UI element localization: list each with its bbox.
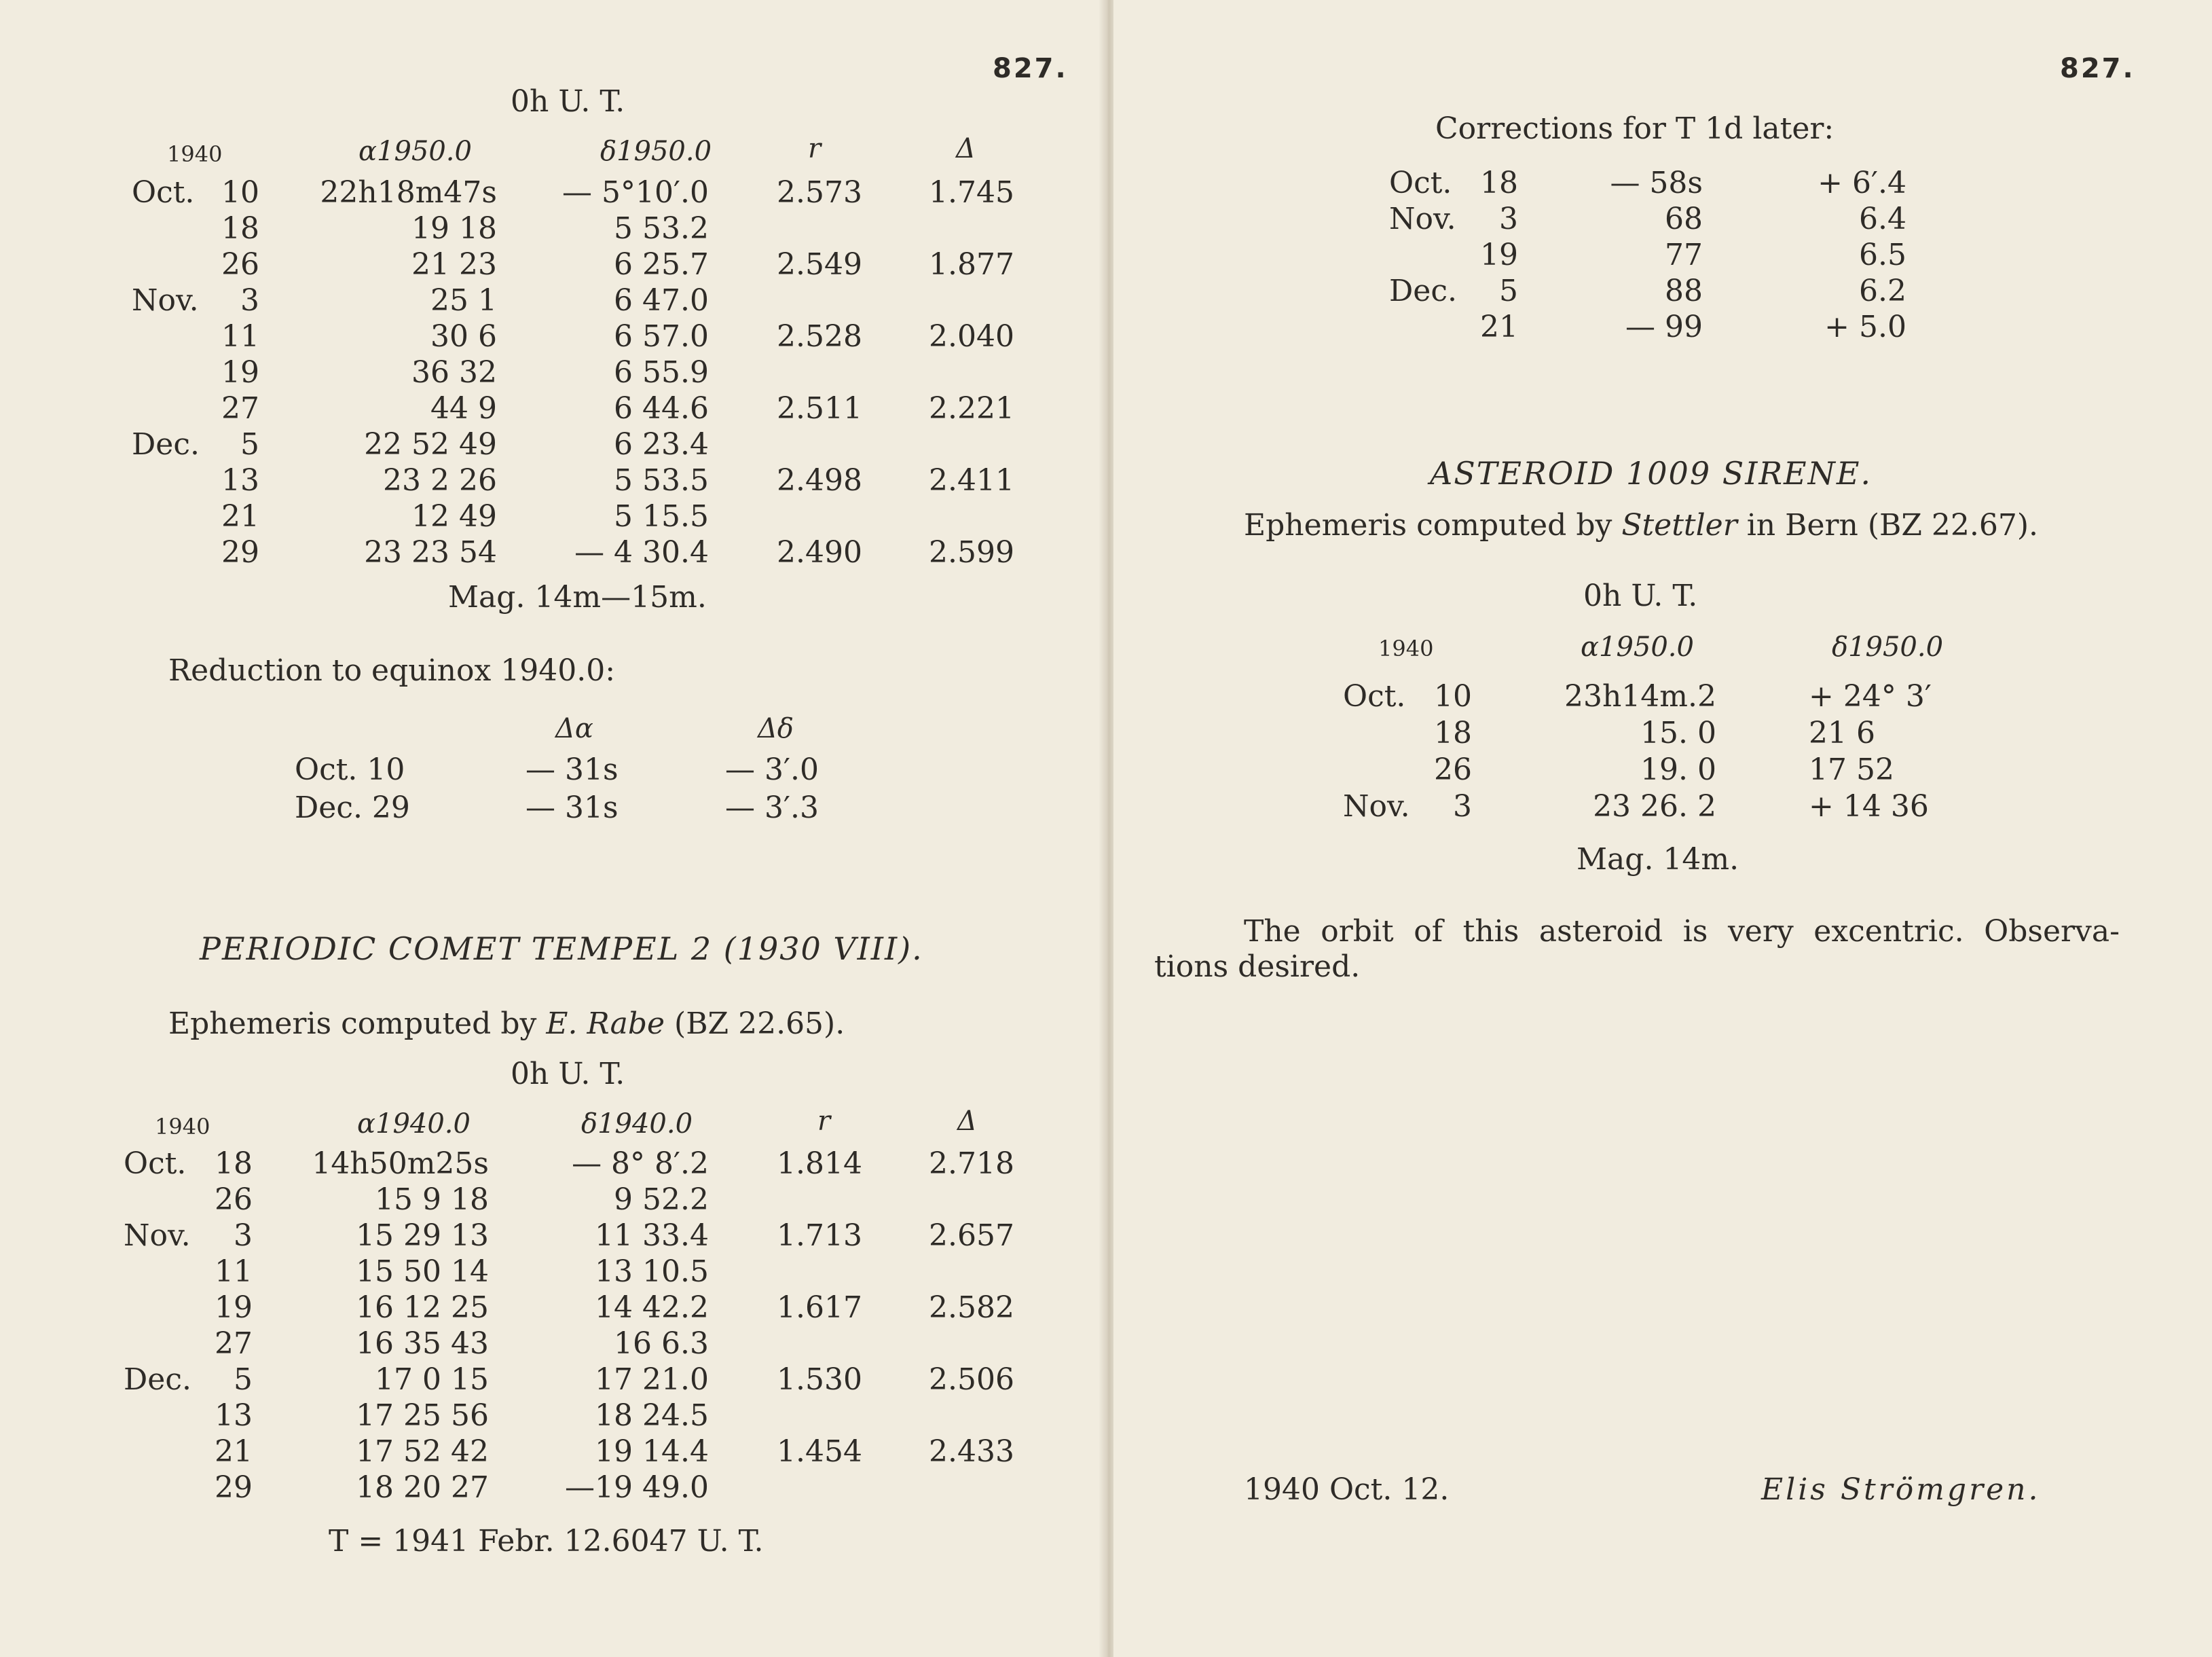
cell-r: 2.490	[777, 535, 862, 570]
cell-dec: + 24° 3′	[1809, 679, 1932, 714]
cell-date: Dec. 29	[295, 790, 410, 825]
cell-month: Oct.	[124, 1146, 187, 1181]
cell-delta: 2.221	[929, 391, 1014, 426]
cell-ra: 15 50 14	[356, 1254, 489, 1289]
col-header-ra: α1950.0	[358, 136, 472, 167]
cell-day: 13	[215, 1398, 253, 1433]
cell-dd: 6.2	[1859, 274, 1906, 308]
cell-dec: 16 6.3	[614, 1326, 709, 1361]
cell-day: 18	[1480, 166, 1518, 200]
cell-delta: 2.433	[929, 1434, 1014, 1469]
comet-credit	[168, 1006, 845, 1041]
col-header-dec: δ1950.0	[600, 136, 712, 167]
signature-date: 1940 Oct. 12.	[1244, 1472, 1450, 1507]
cell-da: 88	[1665, 274, 1703, 308]
cell-dec: 6 25.7	[614, 247, 709, 282]
cell-date: Oct. 10	[295, 752, 405, 787]
cell-ra: 25 1	[430, 283, 497, 318]
cell-day: 18	[215, 1146, 253, 1181]
cell-day: 29	[215, 1470, 253, 1505]
cell-dec: 18 24.5	[595, 1398, 709, 1433]
right-page	[1113, 0, 2212, 1657]
cell-dec: 9 52.2	[614, 1182, 709, 1217]
cell-delta: 2.582	[929, 1290, 1014, 1325]
cell-day: 21	[1480, 310, 1518, 344]
corrections-heading: Corrections for T 1d later:	[1435, 111, 1835, 146]
cell-dec: 6 55.9	[614, 355, 709, 390]
cell-delta: 2.040	[929, 319, 1014, 354]
cell-ra: 21 23	[411, 247, 497, 282]
cell-dec: 6 47.0	[614, 283, 709, 318]
cell-month: Oct.	[132, 175, 195, 210]
col-header-delta: Δ	[957, 1106, 977, 1137]
reduction-heading: Reduction to equinox 1940.0:	[168, 653, 616, 688]
cell-dec: 5 53.2	[614, 211, 709, 246]
col-header-dec: δ1940.0	[581, 1108, 693, 1140]
cell-r: 2.511	[777, 391, 862, 426]
cell-dd: 6.5	[1859, 238, 1906, 272]
col-header-delta-alpha: Δα	[555, 713, 593, 744]
cell-month: Oct.	[1343, 679, 1406, 714]
cell-da: 77	[1665, 238, 1703, 272]
col-header-delta: Δ	[956, 133, 976, 164]
credit-name: E. Rabe	[546, 1006, 665, 1041]
cell-r: 1.530	[777, 1362, 862, 1397]
cell-da: — 99	[1625, 310, 1703, 344]
cell-day: 10	[1434, 679, 1472, 714]
cell-day: 26	[1434, 752, 1472, 787]
cell-delta: 2.599	[929, 535, 1014, 570]
cell-ra: 23h14m.2	[1564, 679, 1716, 714]
cell-dec: 14 42.2	[595, 1290, 709, 1325]
cell-month: Nov.	[1389, 202, 1456, 236]
col-header-year: 1940	[1378, 636, 1434, 661]
cell-day: 27	[221, 391, 259, 426]
time-header: 0h U. T.	[1583, 579, 1698, 613]
signature-name: Elis Strömgren.	[1761, 1472, 2041, 1507]
time-header: 0h U. T.	[511, 1057, 625, 1091]
cell-dec: 13 10.5	[595, 1254, 709, 1289]
cell-dec: 6 57.0	[614, 319, 709, 354]
cell-r: 2.549	[777, 247, 862, 282]
cell-day: 26	[215, 1182, 253, 1217]
cell-dec: 17 21.0	[595, 1362, 709, 1397]
col-header-delta-delta: Δδ	[758, 713, 794, 744]
col-header-year: 1940	[167, 141, 223, 167]
cell-day: 13	[221, 463, 259, 498]
credit-suffix: (BZ 22.65).	[674, 1006, 845, 1041]
cell-dec: 6 23.4	[614, 427, 709, 462]
cell-month: Dec.	[124, 1362, 191, 1397]
page-number: 827.	[993, 53, 1068, 84]
cell-delta: 2.506	[929, 1362, 1014, 1397]
cell-da: — 31s	[526, 752, 619, 787]
cell-delta: 1.877	[929, 247, 1014, 282]
cell-ra: 15. 0	[1640, 716, 1716, 750]
cell-month: Nov.	[124, 1218, 191, 1253]
col-header-r: r	[817, 1106, 831, 1137]
credit-name: Stettler	[1621, 508, 1737, 543]
cell-ra: 23 26. 2	[1593, 789, 1716, 824]
cell-ra: 30 6	[430, 319, 497, 354]
cell-day: 19	[1480, 238, 1518, 272]
cell-ra: 16 35 43	[356, 1326, 489, 1361]
cell-day: 27	[215, 1326, 253, 1361]
cell-ra: 23 23 54	[364, 535, 497, 570]
cell-dd: 6.4	[1859, 202, 1906, 236]
magnitude: Mag. 14m.	[1577, 842, 1739, 877]
cell-delta: 2.411	[929, 463, 1014, 498]
cell-delta: 2.718	[929, 1146, 1014, 1181]
cell-dec: — 4 30.4	[574, 535, 709, 570]
cell-dec: 11 33.4	[595, 1218, 709, 1253]
cell-dec: 6 44.6	[614, 391, 709, 426]
cell-day: 29	[221, 535, 259, 570]
credit-prefix: Ephemeris computed by	[168, 1006, 537, 1041]
cell-ra: 16 12 25	[356, 1290, 489, 1325]
cell-month: Nov.	[1343, 789, 1410, 824]
cell-ra: 36 32	[411, 355, 497, 390]
cell-r: 1.814	[777, 1146, 862, 1181]
col-header-year: 1940	[155, 1114, 210, 1140]
cell-dd: — 3′.3	[725, 790, 819, 825]
col-header-ra: α1940.0	[357, 1108, 471, 1140]
cell-ra: 15 29 13	[356, 1218, 489, 1253]
cell-day: 5	[240, 427, 259, 462]
cell-ra: 44 9	[430, 391, 497, 426]
asteroid-title: ASTEROID 1009 SIRENE.	[1430, 455, 1873, 492]
cell-day: 11	[221, 319, 259, 354]
cell-ra: 14h50m25s	[312, 1146, 489, 1181]
cell-ra: 23 2 26	[383, 463, 497, 498]
cell-ra: 12 49	[411, 499, 497, 534]
cell-dd: + 6′.4	[1818, 166, 1906, 200]
cell-r: 2.573	[777, 175, 862, 210]
cell-month: Dec.	[132, 427, 200, 462]
perihelion-time: T = 1941 Febr. 12.6047 U. T.	[329, 1524, 764, 1559]
cell-ra: 15 9 18	[375, 1182, 489, 1217]
note-line-1: The orbit of this asteroid is very excentric. Observa-	[1244, 914, 2120, 949]
cell-month: Oct.	[1389, 166, 1452, 200]
cell-dd: + 5.0	[1824, 310, 1906, 344]
cell-ra: 17 52 42	[356, 1434, 489, 1469]
cell-day: 18	[1434, 716, 1472, 750]
cell-day: 3	[1499, 202, 1518, 236]
credit-suffix: in Bern (BZ 22.67).	[1746, 508, 2039, 543]
cell-day: 18	[221, 211, 259, 246]
cell-month: Nov.	[132, 283, 199, 318]
cell-da: — 58s	[1610, 166, 1703, 200]
note-line-2: tions desired.	[1154, 949, 1361, 984]
credit-prefix: Ephemeris computed by	[1244, 508, 1612, 543]
cell-ra: 22h18m47s	[320, 175, 497, 210]
cell-dec: — 8° 8′.2	[572, 1146, 709, 1181]
col-header-ra: α1950.0	[1581, 632, 1694, 663]
col-header-dec: δ1950.0	[1832, 632, 1944, 663]
cell-day: 3	[240, 283, 259, 318]
cell-delta: 2.657	[929, 1218, 1014, 1253]
cell-r: 1.713	[777, 1218, 862, 1253]
cell-dec: 21 6	[1809, 716, 1875, 750]
cell-day: 26	[221, 247, 259, 282]
cell-r: 1.454	[777, 1434, 862, 1469]
cell-day: 21	[215, 1434, 253, 1469]
cell-day: 21	[221, 499, 259, 534]
cell-da: — 31s	[526, 790, 619, 825]
asteroid-credit	[1244, 508, 2038, 543]
cell-dec: —19 49.0	[565, 1470, 709, 1505]
cell-ra: 19 18	[411, 211, 497, 246]
cell-month: Dec.	[1389, 274, 1457, 308]
cell-day: 11	[215, 1254, 253, 1289]
cell-dec: 5 15.5	[614, 499, 709, 534]
cell-day: 5	[234, 1362, 253, 1397]
cell-dd: — 3′.0	[725, 752, 819, 787]
cell-ra: 17 25 56	[356, 1398, 489, 1433]
comet-title: PERIODIC COMET TEMPEL 2 (1930 VIII).	[200, 930, 923, 967]
cell-dec: 19 14.4	[595, 1434, 709, 1469]
cell-day: 3	[234, 1218, 253, 1253]
cell-day: 19	[221, 355, 259, 390]
page-number: 827.	[2060, 53, 2135, 84]
col-header-r: r	[808, 133, 822, 164]
cell-day: 5	[1499, 274, 1518, 308]
cell-r: 1.617	[777, 1290, 862, 1325]
cell-day: 19	[215, 1290, 253, 1325]
cell-ra: 18 20 27	[356, 1470, 489, 1505]
cell-ra: 22 52 49	[364, 427, 497, 462]
cell-da: 68	[1665, 202, 1703, 236]
cell-ra: 19. 0	[1640, 752, 1716, 787]
cell-dec: 17 52	[1809, 752, 1894, 787]
cell-r: 2.498	[777, 463, 862, 498]
cell-dec: — 5°10′.0	[562, 175, 709, 210]
cell-day: 3	[1453, 789, 1472, 824]
cell-ra: 17 0 15	[375, 1362, 489, 1397]
cell-dec: + 14 36	[1809, 789, 1929, 824]
cell-dec: 5 53.5	[614, 463, 709, 498]
time-header: 0h U. T.	[511, 84, 625, 119]
cell-delta: 1.745	[929, 175, 1014, 210]
cell-day: 10	[221, 175, 259, 210]
cell-r: 2.528	[777, 319, 862, 354]
magnitude: Mag. 14m—15m.	[448, 580, 707, 615]
